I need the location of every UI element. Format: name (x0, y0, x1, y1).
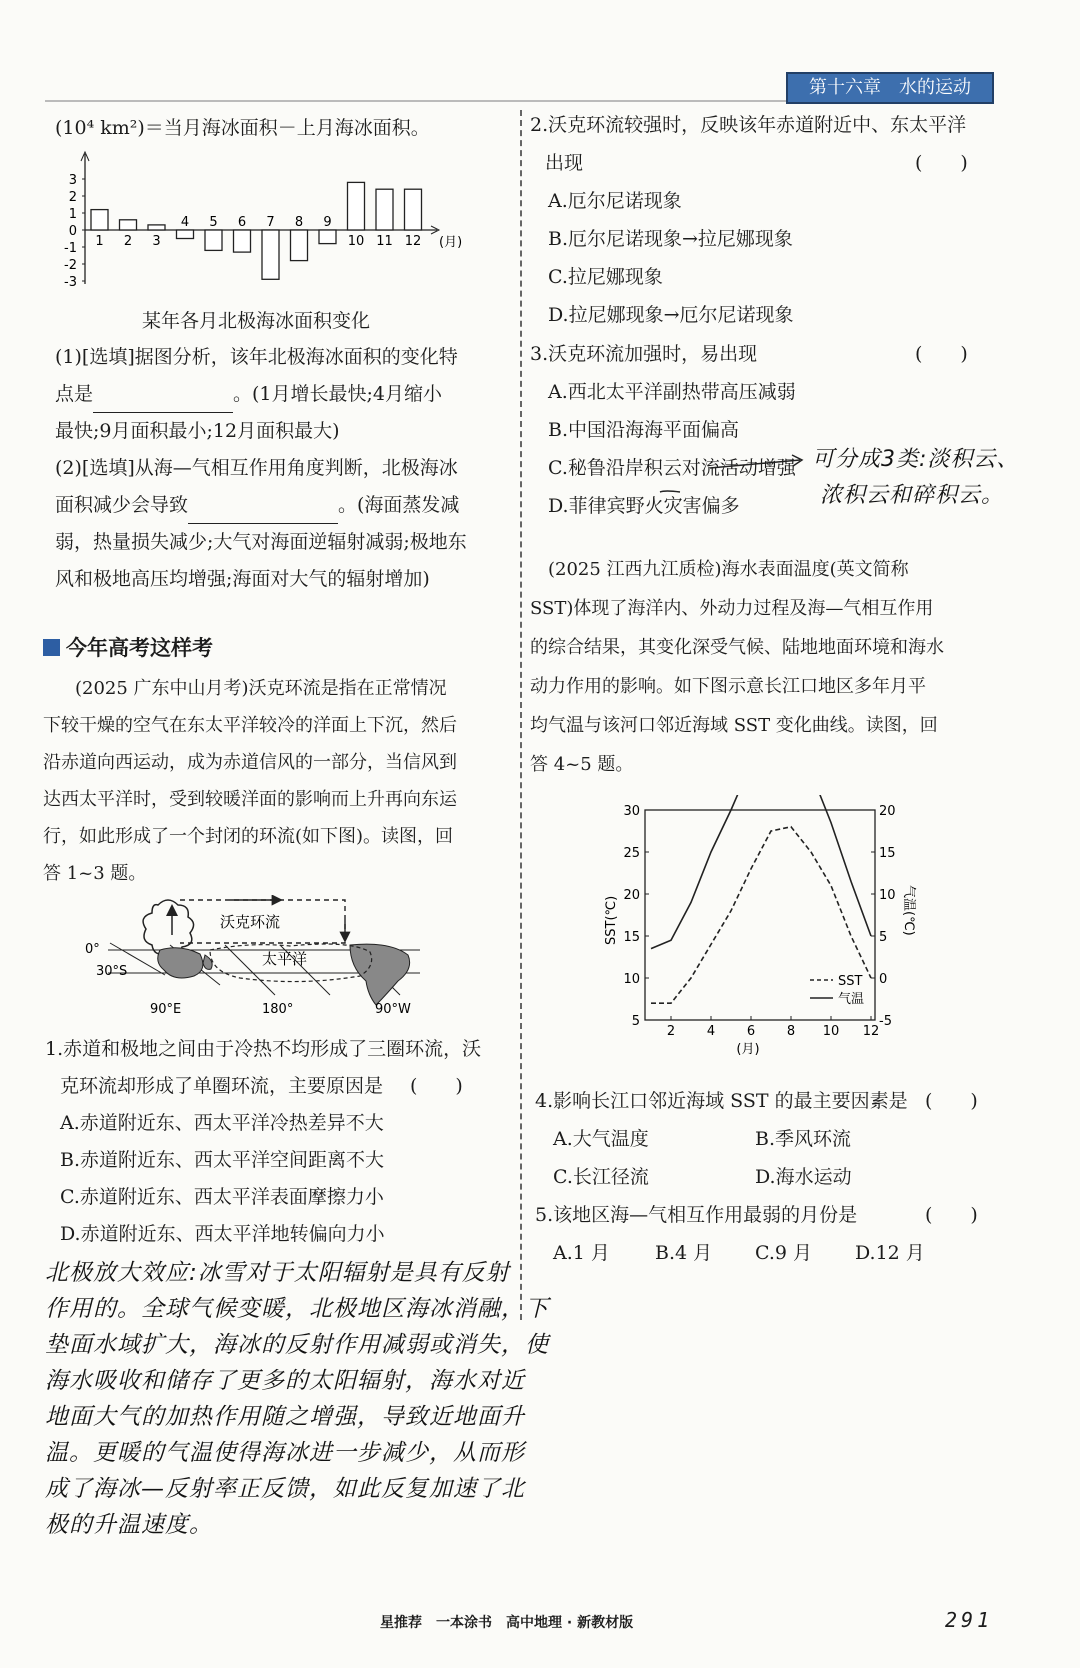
q5-option[interactable]: D.12 月 (855, 1242, 925, 1264)
q2-answer-paren[interactable]: ( ) (915, 152, 968, 174)
sst-left-tick-label: 10 (623, 972, 640, 987)
q2-option[interactable]: D.拉尼娜现象→厄尔尼诺现象 (548, 304, 794, 326)
q2-line3: 弱，热量损失减少;大气对海面逆辐射减弱;极地东 (55, 531, 467, 553)
q4-option[interactable]: C.长江径流 (553, 1166, 649, 1188)
q2-line2 (55, 486, 459, 524)
sst-left-tick-label: 15 (623, 930, 640, 945)
passage-line: 答 1~3 题。 (43, 863, 147, 884)
ice-bar (120, 220, 137, 230)
ice-x-tick-label: 7 (266, 215, 275, 230)
legend-temp-label: 气温 (838, 992, 865, 1007)
q2-hint: 。(海面蒸发减 (338, 494, 460, 516)
q1-option[interactable]: B.赤道附近东、西太平洋空间距离不大 (60, 1149, 385, 1171)
q4-stem: 4.影响长江口邻近海域 SST 的最主要因素是 (535, 1090, 908, 1112)
passage2-line: 的综合结果，其变化深受气候、陆地地面环境和海水 (530, 637, 944, 658)
sst-right-tick-label: 0 (879, 972, 888, 987)
q1-option[interactable]: D.赤道附近东、西太平洋地转偏向力小 (60, 1223, 385, 1245)
air-temp-series-line (651, 795, 871, 949)
passage2-line: 答 4~5 题。 (530, 754, 634, 775)
q3-stem: 3.沃克环流加强时，易出现 (530, 343, 758, 365)
south-america-land (350, 944, 410, 1005)
ice-x-tick-label: 9 (323, 215, 332, 230)
q2-option[interactable]: C.拉尼娜现象 (548, 266, 663, 288)
ice-y-tick-label: -1 (64, 241, 77, 256)
ice-bar (262, 230, 279, 279)
sst-x-tick-label: 4 (706, 1024, 716, 1039)
handwriting-line: 海水吸收和储存了更多的太阳辐射，海水对近 (45, 1368, 525, 1394)
annotation-arrow (650, 440, 820, 500)
passage2-line: 均气温与该河口邻近海域 SST 变化曲线。读图，回 (530, 715, 938, 736)
legend-sst-label: SST (838, 974, 863, 989)
ice-x-tick-label: 11 (376, 234, 393, 249)
q2-stem-line2: 出现 (545, 152, 584, 174)
q1-answer-paren[interactable]: ( ) (410, 1075, 463, 1097)
ice-y-tick-label: 2 (68, 190, 77, 205)
ice-bar (234, 230, 251, 252)
passage-line: 下较干燥的空气在东太平洋较冷的洋面上下沉，然后 (43, 715, 457, 736)
handwriting-line: 成了海冰—反射率正反馈，如此反复加速了北 (45, 1476, 525, 1502)
handwriting-line: 北极放大效应:冰雪对于太阳辐射是具有反射 (45, 1260, 510, 1286)
sst-right-tick-label: 5 (879, 930, 888, 945)
ice-y-tick-label: -2 (64, 258, 77, 273)
lon-180-label: 180° (262, 1002, 294, 1017)
column-divider (520, 110, 522, 1320)
q4-answer-paren[interactable]: ( ) (925, 1090, 978, 1112)
footer-text: 星推荐 一本涂书 高中地理 · 新教材版 (380, 1615, 634, 1631)
handwriting-line: 垫面水域扩大，海冰的反射作用减弱或消失，使 (45, 1332, 549, 1358)
sst-right-tick-label: 20 (879, 804, 896, 819)
passage-line: (2025 广东中山月考)沃克环流是指在正常情况 (75, 678, 447, 699)
ocean-label: 太平洋 (262, 950, 308, 968)
q4-option[interactable]: B.季风环流 (755, 1128, 852, 1150)
q5-option[interactable]: C.9 月 (755, 1242, 813, 1264)
sst-x-tick-label: 6 (746, 1024, 756, 1039)
walker-label: 沃克环流 (220, 913, 281, 931)
handwriting-note: 浓积云和碎积云。 (820, 483, 1005, 508)
sst-left-tick-label: 25 (623, 846, 640, 861)
ice-bar (291, 230, 308, 261)
sst-x-tick-label: 2 (666, 1024, 676, 1039)
handwriting-line: 作用的。全球气候变暖，北极地区海冰消融，下 (45, 1296, 549, 1322)
sst-right-axis-label: 气温(℃) (901, 885, 916, 936)
q3-option[interactable]: A.西北太平洋副热带高压减弱 (548, 381, 796, 403)
q5-answer-paren[interactable]: ( ) (925, 1204, 978, 1226)
sst-left-tick-label: 20 (623, 888, 640, 903)
passage-line: 沿赤道向西运动，成为赤道信风的一部分，当信风到 (43, 752, 457, 773)
q3-answer-paren[interactable]: ( ) (915, 343, 968, 365)
ice-y-tick-label: -3 (64, 275, 77, 290)
q2-option[interactable]: A.厄尔尼诺现象 (548, 190, 682, 212)
q2-line4: 风和极地高压均增强;海面对大气的辐射增加) (55, 568, 430, 590)
q1-stem-line2: 克环流却形成了单圈环流，主要原因是 (60, 1075, 384, 1097)
handwriting-line: 极的升温速度。 (45, 1512, 213, 1538)
ice-x-tick-label: 1 (95, 234, 104, 249)
ice-x-tick-label: 5 (209, 215, 218, 230)
lon-90w-label: 90°W (375, 1002, 411, 1017)
sea-ice-chart-title: 某年各月北极海冰面积变化 (142, 310, 371, 332)
sst-left-tick-label: 5 (631, 1014, 640, 1029)
q2-stem-line1: 2.沃克环流较强时，反映该年赤道附近中、东太平洋 (530, 114, 967, 136)
ice-bar (148, 225, 165, 230)
ice-bar (205, 230, 222, 250)
ice-x-tick-label: 6 (237, 215, 247, 230)
q2-prefix: 面积减少会导致 (55, 494, 189, 516)
sst-x-axis-label: (月) (736, 1042, 760, 1057)
passage2-line: (2025 江西九江质检)海水表面温度(英文简称 (548, 559, 909, 580)
sst-left-tick-label: 30 (623, 804, 640, 819)
ice-x-tick-label: 8 (294, 215, 304, 230)
q3-option[interactable]: D.菲律宾野火灾害偏多 (548, 495, 740, 517)
sst-x-tick-label: 8 (786, 1024, 796, 1039)
ice-bar (91, 210, 108, 230)
passage2-line: SST)体现了海洋内、外动力过程及海—气相互作用 (530, 598, 934, 619)
ice-bar (348, 182, 365, 230)
handwriting-line: 温。更暖的气温使得海冰进一步减少，从而形 (45, 1440, 525, 1466)
q1-option[interactable]: A.赤道附近东、西太平洋冷热差异不大 (60, 1112, 384, 1134)
q5-stem: 5.该地区海—气相互作用最弱的月份是 (535, 1204, 858, 1226)
ice-x-unit-label: (月) (439, 235, 463, 250)
sst-x-tick-label: 10 (822, 1024, 840, 1039)
ice-x-tick-label: 4 (180, 215, 190, 230)
passage-line: 行，如此形成了一个封闭的环流(如下图)。读图，回 (43, 826, 454, 847)
q4-option[interactable]: D.海水运动 (755, 1166, 852, 1188)
handwriting-note: 可分成3类:淡积云、 (812, 447, 1020, 472)
passage-line: 达西太平洋时，受到较暖洋面的影响而上升再向东运 (43, 789, 457, 810)
q1-line2 (55, 375, 442, 413)
lat-30s-label: 30°S (96, 964, 128, 979)
ice-x-tick-label: 10 (347, 234, 365, 249)
sea-ice-bar-chart (45, 150, 475, 320)
sst-temperature-chart (590, 795, 930, 1065)
sst-x-tick-label: 12 (862, 1024, 880, 1039)
q5-option[interactable]: A.1 月 (553, 1242, 610, 1264)
formula-line: (10⁴ km²)＝当月海冰面积－上月海冰面积。 (55, 117, 430, 139)
section-heading (43, 630, 213, 666)
ice-x-tick-label: 2 (123, 234, 133, 249)
sst-right-tick-label: 10 (879, 888, 896, 903)
ice-x-tick-label: 3 (152, 234, 161, 249)
q1-stem-line1: 1.赤道和极地之间由于冷热不均形成了三圈环流，沃 (45, 1038, 482, 1060)
ice-bar (376, 189, 393, 230)
q5-option[interactable]: B.4 月 (655, 1242, 713, 1264)
ice-y-tick-label: 0 (68, 224, 77, 239)
ice-y-tick-label: 3 (68, 173, 77, 188)
sst-right-tick-label: -5 (879, 1014, 892, 1029)
passage2-line: 动力作用的影响。如下图示意长江口地区多年月平 (530, 676, 926, 697)
lat-0-label: 0° (85, 942, 100, 957)
q3-option[interactable]: C.秘鲁沿岸积云对流活动增强 (548, 457, 796, 479)
square-bullet-icon (43, 639, 60, 656)
q2-line1: (2)[选填]从海—气相互作用角度判断，北极海冰 (55, 457, 458, 479)
q1-option[interactable]: C.赤道附近东、西太平洋表面摩擦力小 (60, 1186, 384, 1208)
ice-bar (405, 189, 422, 230)
rising-air-cloud-icon (143, 900, 193, 955)
lon-90e-label: 90°E (150, 1002, 182, 1017)
ice-x-tick-label: 12 (404, 234, 422, 249)
walker-circulation-diagram (80, 895, 450, 1040)
page-number: 291 (945, 1608, 994, 1632)
q3-option[interactable]: B.中国沿海海平面偏高 (548, 419, 740, 441)
q1-line1: (1)[选填]据图分析，该年北极海冰面积的变化特 (55, 346, 458, 368)
handwriting-line: 地面大气的加热作用随之增强，导致近地面升 (45, 1404, 525, 1430)
ice-y-tick-label: 1 (68, 207, 77, 222)
chapter-badge: 第十六章 水的运动 (786, 72, 994, 104)
q2-option[interactable]: B.厄尔尼诺现象→拉尼娜现象 (548, 228, 793, 250)
sst-right-tick-label: 15 (879, 846, 896, 861)
q1-hint: 。(1月增长最快;4月缩小 (233, 383, 443, 405)
ice-bar (319, 230, 336, 244)
ice-bar (177, 230, 194, 239)
q4-option[interactable]: A.大气温度 (553, 1128, 649, 1150)
sst-left-axis-label: SST(℃) (604, 895, 619, 945)
q1-line3: 最快;9月面积最小;12月面积最大) (55, 420, 340, 442)
section-title: 今年高考这样考 (66, 636, 213, 660)
q1-prefix: 点是 (55, 383, 94, 405)
